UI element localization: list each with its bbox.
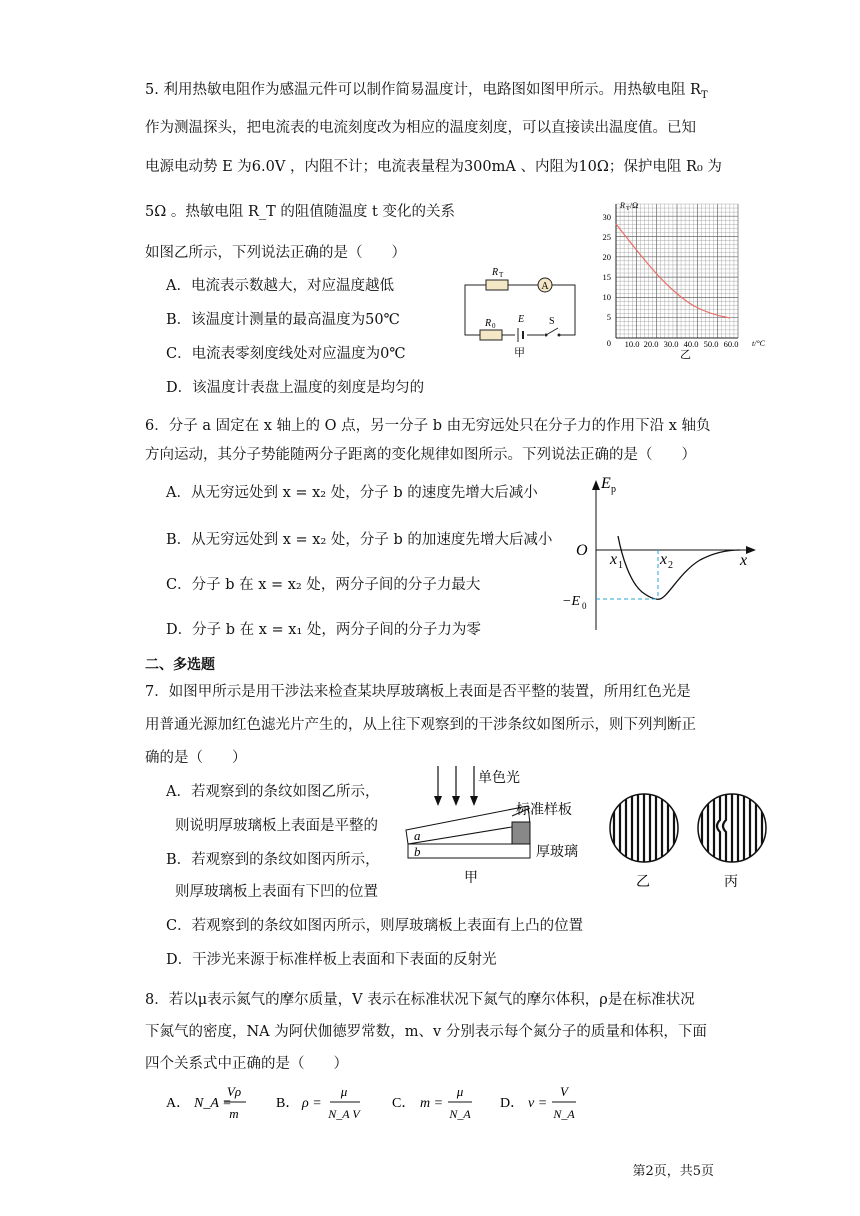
resistor-r0 bbox=[480, 330, 502, 340]
svg-text:Vρ: Vρ bbox=[226, 1084, 242, 1099]
spacer bbox=[512, 822, 530, 844]
q7-option-b-line1: B．若观察到的条纹如图丙所示， bbox=[166, 852, 380, 868]
svg-text:15: 15 bbox=[602, 272, 611, 282]
section-title: 二、多选题 bbox=[145, 657, 215, 673]
svg-text:m =: m = bbox=[420, 1096, 444, 1111]
svg-text:标准样板: 标准样板 bbox=[516, 803, 572, 818]
q5-line4: 5Ω 。热敏电阻 R_T 的阻值随温度 t 变化的关系 bbox=[145, 204, 455, 220]
svg-text:甲: 甲 bbox=[464, 871, 478, 886]
q8-line2: 下氮气的密度，NA 为阿伏伽德罗常数，m、v 分别表示每个氮分子的质量和体积，下面 bbox=[145, 1024, 707, 1040]
svg-text:0: 0 bbox=[606, 338, 611, 348]
q6-line1: 6．分子 a 固定在 x 轴上的 O 点，另一分子 b 由无穷远处只在分子力的作用下沿 x 轴负 bbox=[145, 418, 711, 434]
rt-temperature-graph bbox=[594, 198, 774, 360]
svg-text:ρ =: ρ = bbox=[302, 1096, 322, 1111]
svg-text:O: O bbox=[576, 542, 588, 559]
svg-text:T: T bbox=[499, 271, 504, 279]
q5-line1: 5. 利用热敏电阻作为感温元件可以制作简易温度计，电路图如图甲所示。用热敏电阻 $R_T$ bbox=[145, 82, 708, 101]
standard-plate bbox=[406, 806, 530, 844]
q8-line3: 四个关系式中正确的是（ ） bbox=[145, 1056, 348, 1072]
svg-text:N_A: N_A bbox=[553, 1107, 575, 1121]
q8-option-d bbox=[500, 1084, 576, 1121]
svg-text:20.0: 20.0 bbox=[643, 339, 659, 349]
q7-line1: 7．如图甲所示是用干涉法来检查某块厚玻璃板上表面是否平整的装置，所用红色光是 bbox=[145, 684, 691, 700]
q7-option-a-line2: 则说明厚玻璃板上表面是平整的 bbox=[175, 818, 378, 834]
svg-text:T: T bbox=[626, 206, 630, 212]
svg-text:N_A: N_A bbox=[449, 1107, 471, 1121]
q7-line2: 用普通光源加红色滤光片产生的，从上往下观察到的干涉条纹如图所示，则下列判断正 bbox=[145, 717, 696, 733]
q6-line2: 方向运动，其分子势能随两分子距离的变化规律如图所示。下列说法正确的是（ ） bbox=[145, 447, 696, 463]
ep-curve bbox=[618, 536, 740, 599]
q5-line2: 作为测温探头，把电流表的电流刻度改为相应的温度刻度，可以直接读出温度值。已知 bbox=[145, 120, 696, 136]
thermistor-rt bbox=[486, 280, 508, 290]
svg-text:t/°C: t/°C bbox=[752, 339, 765, 348]
svg-text:E: E bbox=[601, 475, 611, 492]
svg-text:μ: μ bbox=[456, 1084, 464, 1099]
q5-option-b: B．该温度计测量的最高温度为50℃ bbox=[166, 312, 400, 328]
q7-line3: 确的是（ ） bbox=[145, 750, 247, 766]
q5-option-d: D．该温度计表盘上温度的刻度是均匀的 bbox=[166, 380, 425, 396]
svg-text:−E: −E bbox=[562, 594, 580, 609]
svg-text:50.0: 50.0 bbox=[703, 339, 719, 349]
q8-option-b bbox=[276, 1084, 361, 1121]
q8-option-a bbox=[166, 1084, 246, 1121]
svg-text:E: E bbox=[518, 314, 525, 325]
svg-text:m: m bbox=[229, 1106, 239, 1121]
q6-option-b: B．从无穷远处到 x = x₂ 处，分子 b 的加速度先增大后减小 bbox=[166, 532, 553, 548]
q6-option-d: D．分子 b 在 x = x₁ 处，两分子间的分子力为零 bbox=[166, 622, 481, 638]
thick-glass bbox=[408, 844, 530, 858]
circuit-diagram bbox=[460, 260, 580, 360]
q7-option-a-line1: A．若观察到的条纹如图乙所示， bbox=[166, 784, 380, 800]
q8-options bbox=[166, 1082, 586, 1128]
svg-text:0: 0 bbox=[582, 601, 587, 611]
svg-text:0: 0 bbox=[492, 322, 496, 330]
svg-text:a: a bbox=[414, 828, 421, 843]
svg-text:60.0: 60.0 bbox=[723, 339, 739, 349]
svg-text:25: 25 bbox=[602, 232, 611, 242]
ammeter-label: A bbox=[541, 281, 549, 292]
svg-text:乙: 乙 bbox=[636, 875, 650, 890]
svg-text:40.0: 40.0 bbox=[683, 339, 699, 349]
svg-text:乙: 乙 bbox=[680, 349, 691, 360]
svg-text:b: b bbox=[414, 844, 421, 859]
q5-option-c: C．电流表零刻度线处对应温度为0℃ bbox=[166, 346, 406, 362]
svg-text:10.0: 10.0 bbox=[624, 339, 640, 349]
fringe-patterns bbox=[606, 790, 776, 890]
svg-text:S: S bbox=[549, 316, 555, 327]
svg-text:p: p bbox=[611, 484, 616, 495]
svg-text:v =: v = bbox=[528, 1096, 548, 1111]
q8-option-c bbox=[392, 1084, 472, 1121]
svg-text:B．: B． bbox=[276, 1096, 300, 1111]
svg-text:R: R bbox=[492, 267, 499, 278]
svg-text:30: 30 bbox=[602, 212, 611, 222]
svg-text:R: R bbox=[485, 318, 492, 329]
svg-text:1: 1 bbox=[618, 560, 623, 571]
svg-text:厚玻璃: 厚玻璃 bbox=[536, 845, 578, 860]
svg-text:R: R bbox=[620, 201, 625, 210]
svg-text:μ: μ bbox=[340, 1084, 348, 1099]
q8-line1: 8．若以μ表示氮气的摩尔质量，V 表示在标准状况下氮气的摩尔体积，ρ是在标准状况 bbox=[145, 992, 695, 1008]
svg-text:N_A =: N_A = bbox=[194, 1096, 232, 1111]
q5-option-a: A．电流表示数越大，对应温度越低 bbox=[166, 278, 394, 294]
q7-option-c: C．若观察到的条纹如图丙所示，则厚玻璃板上表面有上凸的位置 bbox=[166, 918, 584, 934]
q5-line5: 如图乙所示，下列说法正确的是（ ） bbox=[145, 245, 406, 261]
svg-text:丙: 丙 bbox=[724, 875, 738, 890]
svg-text:x: x bbox=[740, 552, 748, 569]
svg-text:单色光: 单色光 bbox=[478, 771, 520, 786]
svg-text:2: 2 bbox=[668, 560, 673, 571]
svg-text:V: V bbox=[560, 1084, 568, 1099]
svg-text:N_A V: N_A V bbox=[328, 1107, 360, 1121]
svg-text:20: 20 bbox=[602, 252, 611, 262]
svg-text:30.0: 30.0 bbox=[663, 339, 679, 349]
svg-text:5: 5 bbox=[606, 312, 611, 322]
svg-text:x: x bbox=[610, 551, 618, 568]
svg-text:/Ω: /Ω bbox=[630, 201, 639, 210]
q7-option-b-line2: 则厚玻璃板上表面有下凹的位置 bbox=[175, 884, 378, 900]
q5-line3: 电源电动势 E 为6.0V ，内阻不计；电流表量程为300mA 、内阻为10Ω；保护电阻 R₀ 为 bbox=[145, 159, 722, 175]
page-footer: 第2页，共5页 bbox=[632, 1164, 714, 1179]
interference-apparatus bbox=[400, 762, 600, 888]
svg-text:甲: 甲 bbox=[514, 347, 525, 359]
svg-text:x: x bbox=[660, 551, 668, 568]
q6-option-a: A．从无穷远处到 x = x₂ 处，分子 b 的速度先增大后减小 bbox=[166, 485, 538, 501]
svg-text:A．: A． bbox=[166, 1096, 191, 1111]
potential-energy-graph bbox=[560, 472, 760, 634]
svg-text:10: 10 bbox=[602, 292, 611, 302]
q6-option-c: C．分子 b 在 x = x₂ 处，两分子间的分子力最大 bbox=[166, 577, 481, 593]
q7-option-d: D．干涉光来源于标准样板上表面和下表面的反射光 bbox=[166, 952, 497, 968]
svg-text:D．: D． bbox=[500, 1096, 525, 1111]
svg-text:C．: C． bbox=[392, 1096, 416, 1111]
